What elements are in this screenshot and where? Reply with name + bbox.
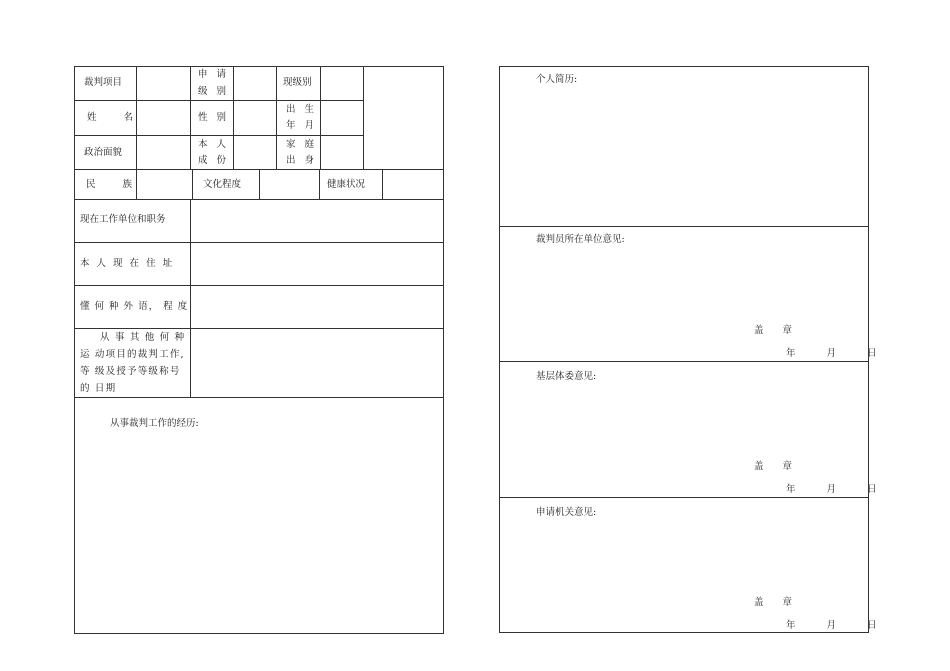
left-col-line-8 [259, 169, 260, 199]
current-level-label: 现级别 [283, 77, 312, 88]
resume-label: 个人简历: [536, 74, 578, 85]
left-col-line-3 [233, 66, 234, 169]
left-col-line-7 [192, 169, 193, 199]
composition-label-1: 本 人 [198, 139, 230, 150]
agency-stamp-label: 盖 章 [754, 597, 801, 608]
unit-stamp-label: 盖 章 [754, 325, 801, 336]
birth-label-1: 出 生 [286, 104, 318, 115]
experience-label: 从事裁判工作的经历: [110, 418, 199, 429]
left-col-line-4 [276, 66, 277, 169]
health-label: 健康状况 [327, 179, 366, 190]
apply-level-label-2: 级 别 [198, 86, 230, 97]
name-label: 姓 名 [87, 112, 146, 123]
left-row-line-4 [74, 199, 444, 200]
unit-opinion-label: 裁判员所在单位意见: [536, 234, 625, 245]
left-col-line-6 [363, 66, 364, 169]
other-sports-label: 从 事 其 他 何 种 运 动项目的裁判工作, 等 级及授予等级称号的 日期 [80, 332, 186, 394]
composition-label-2: 成 份 [198, 155, 230, 166]
grassroots-date-label: 年 月 日 [786, 484, 891, 495]
left-row-line-8 [74, 397, 444, 398]
address-label: 本 人 现 在 住 址 [80, 258, 175, 269]
unit-date-label: 年 月 日 [786, 348, 891, 359]
ethnicity-label: 民 族 [86, 179, 145, 190]
left-row-line-5 [74, 242, 444, 243]
apply-level-label-1: 申 请 [198, 69, 230, 80]
left-col-line-11 [190, 199, 191, 397]
left-col-line-10 [382, 169, 383, 199]
agency-date-label: 年 月 日 [786, 620, 891, 631]
languages-label: 懂 何 种 外 语， 程 度 [80, 301, 189, 312]
right-row-line-2 [499, 361, 869, 362]
grassroots-opinion-label: 基层体委意见: [536, 371, 597, 382]
left-col-line-2 [190, 66, 191, 169]
left-row-line-6 [74, 285, 444, 286]
grassroots-stamp-label: 盖 章 [754, 461, 801, 472]
gender-label: 性 别 [198, 112, 230, 123]
agency-opinion-label: 申请机关意见: [536, 507, 597, 518]
family-label-1: 家 庭 [286, 139, 318, 150]
referee-project-label: 裁判项目 [84, 77, 123, 88]
right-row-line-1 [499, 226, 869, 227]
family-label-2: 出 身 [286, 155, 318, 166]
left-col-line-9 [319, 169, 320, 199]
education-label: 文化程度 [203, 179, 242, 190]
left-col-line-5 [320, 66, 321, 169]
birth-label-2: 年 月 [286, 120, 318, 131]
right-row-line-3 [499, 497, 869, 498]
work-unit-label: 现在工作单位和职务 [80, 214, 166, 225]
political-label: 政治面貌 [84, 147, 123, 158]
